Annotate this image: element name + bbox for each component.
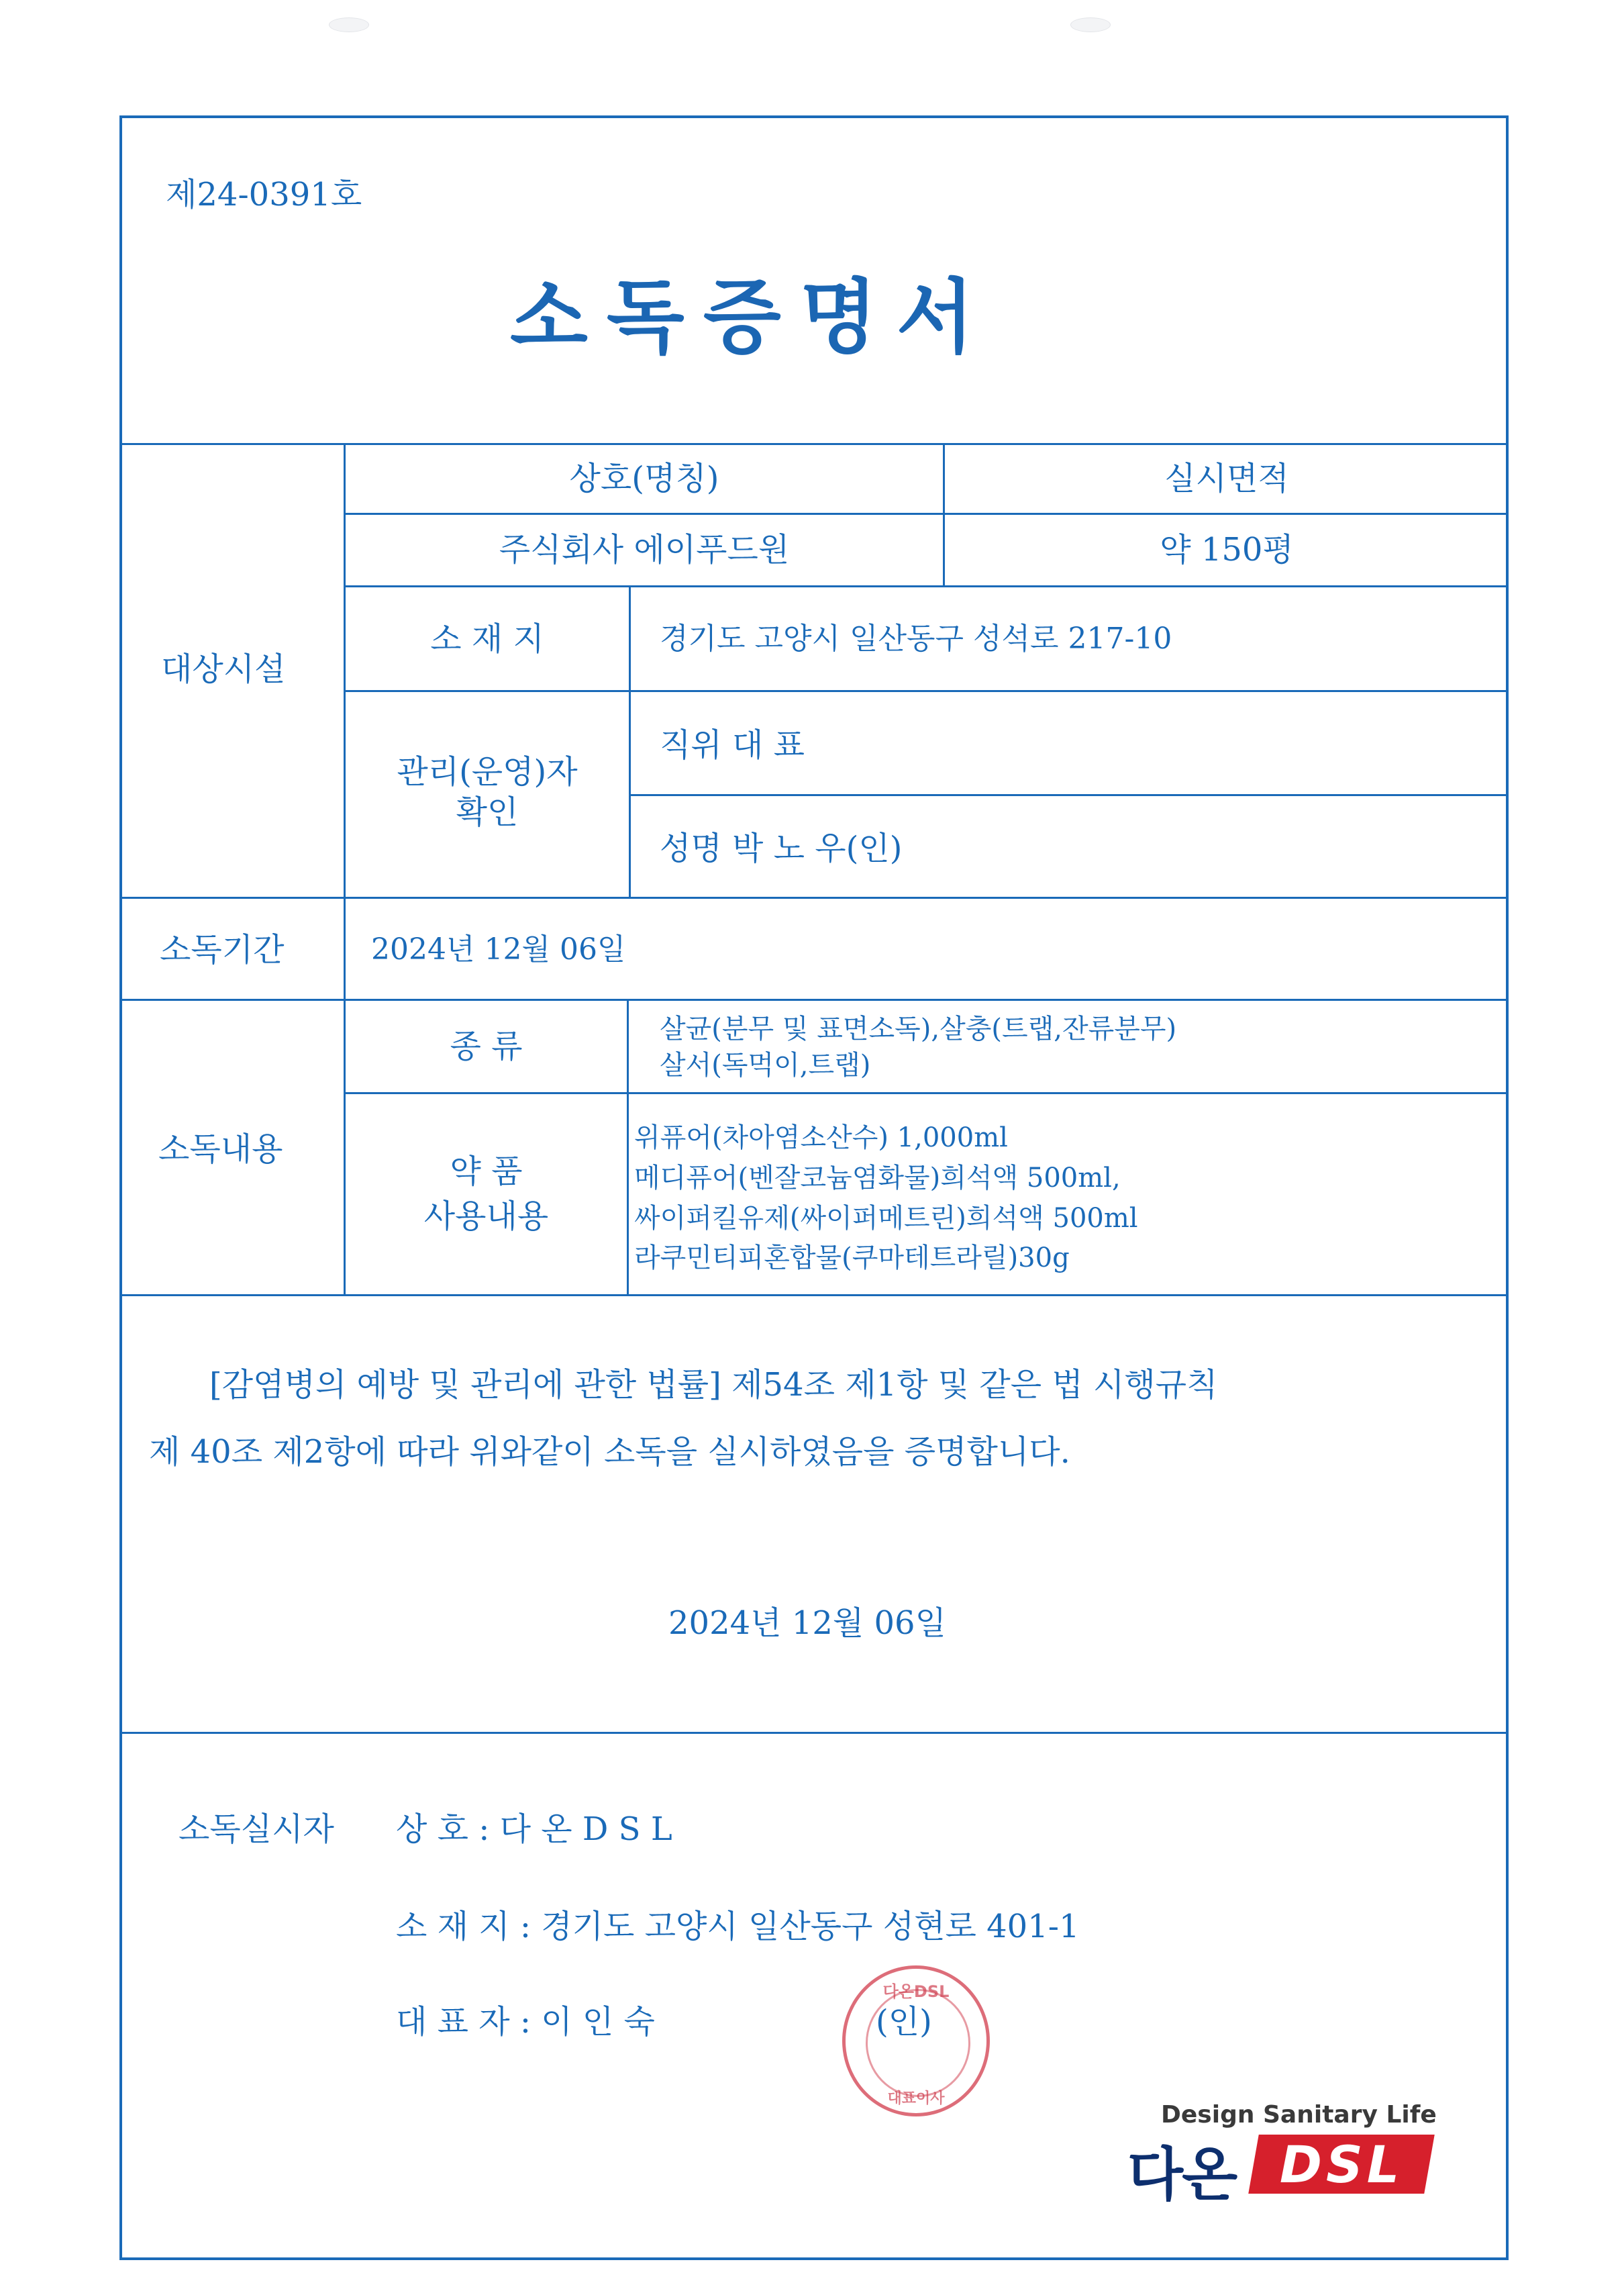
rule-name-header bbox=[344, 513, 1509, 515]
rule-col-2a bbox=[629, 585, 631, 897]
rule-statement-bottom bbox=[119, 1732, 1509, 1734]
operator-location: 소 재 지 : 경기도 고양시 일산동구 성현로 401-1 bbox=[396, 1908, 1080, 1945]
type-line-2: 살서(독먹이,트랩) bbox=[660, 1050, 871, 1081]
punch-hole-left bbox=[329, 17, 369, 32]
logo-korean: 다온 bbox=[1127, 2141, 1237, 2208]
operator-representative: 대 표 자 : 이 인 숙 bbox=[396, 2003, 655, 2041]
statement-line-2: 제 40조 제2항에 따라 위와같이 소독을 실시하였음을 증명합니다. bbox=[149, 1433, 1070, 1471]
rule-header-bottom bbox=[119, 443, 1509, 445]
chem-usage-label: 사용내용 bbox=[423, 1198, 549, 1235]
document-title: 소독증명서 bbox=[510, 271, 993, 364]
facility-label: 대상시설 bbox=[161, 650, 286, 688]
rule-content-bottom bbox=[119, 1294, 1509, 1296]
chem-line-3: 싸이퍼킬유제(싸이퍼메트린)희석액 500ml bbox=[634, 1203, 1138, 1234]
type-label: 종 류 bbox=[450, 1028, 523, 1065]
area-header: 실시면적 bbox=[1164, 460, 1289, 497]
rule-col-2b bbox=[627, 999, 629, 1294]
company-seal-inner-ring bbox=[866, 1989, 970, 2097]
operator-name: 상 호 : 다 온 D S L bbox=[396, 1810, 672, 1848]
chem-line-2: 메디퓨어(벤잘코늄염화물)희석액 500ml, bbox=[634, 1163, 1121, 1193]
chem-label: 약 품 bbox=[450, 1153, 523, 1190]
position-value: 직위 대 표 bbox=[660, 726, 805, 764]
punch-hole-right bbox=[1070, 17, 1111, 32]
rule-facility-bottom bbox=[119, 897, 1509, 899]
stamp-top-text: 다온DSL bbox=[882, 1982, 950, 2001]
logo-tagline: Design Sanitary Life bbox=[1161, 2101, 1437, 2129]
name-sign-value: 성명 박 노 우(인) bbox=[660, 830, 903, 867]
area-value: 약 150평 bbox=[1160, 531, 1294, 569]
name-value: 주식회사 에이푸드원 bbox=[499, 531, 790, 569]
rule-position bbox=[629, 794, 1509, 796]
content-label: 소독내용 bbox=[158, 1130, 283, 1168]
chem-line-1: 위퓨어(차아염소산수) 1,000ml bbox=[634, 1122, 1008, 1153]
rule-period-bottom bbox=[119, 999, 1509, 1001]
seal-mark: (인) bbox=[876, 2003, 932, 2041]
period-value: 2024년 12월 06일 bbox=[371, 932, 626, 967]
certificate-number: 제24-0391호 bbox=[166, 176, 362, 213]
manager-label: 관리(운영)자 bbox=[397, 753, 578, 791]
operator-label: 소독실시자 bbox=[179, 1810, 334, 1848]
rule-name-value bbox=[344, 585, 1509, 587]
location-value: 경기도 고양시 일산동구 성석로 217-10 bbox=[660, 622, 1172, 656]
statement-line-1: [감염병의 예방 및 관리에 관한 법률] 제54조 제1항 및 같은 법 시행규칙 bbox=[209, 1366, 1218, 1404]
stamp-bottom-text: 대표이사 bbox=[887, 2090, 945, 2107]
rule-location bbox=[344, 690, 1509, 692]
logo-brand: DSL bbox=[1279, 2135, 1404, 2194]
type-line-1: 살균(분무 및 표면소독),살충(트랩,잔류분무) bbox=[660, 1014, 1177, 1044]
location-label: 소 재 지 bbox=[430, 620, 544, 658]
chem-line-4: 라쿠민티피혼합물(쿠마테트라릴)30g bbox=[634, 1242, 1070, 1273]
rule-type-bottom bbox=[344, 1092, 1509, 1094]
manager-confirm-label: 확인 bbox=[456, 793, 519, 831]
name-header: 상호(명칭) bbox=[569, 460, 719, 497]
period-label: 소독기간 bbox=[160, 931, 285, 969]
statement-date: 2024년 12월 06일 bbox=[668, 1604, 946, 1642]
company-seal-stamp bbox=[842, 1965, 990, 2116]
